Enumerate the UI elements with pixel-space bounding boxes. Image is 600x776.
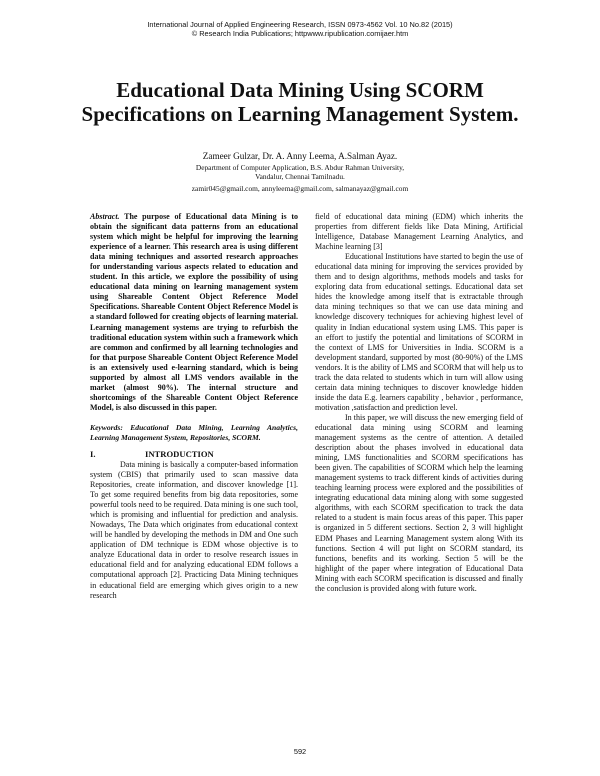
body-paragraph-3: In this paper, we will discuss the new emerging field of educational data mining using SCORM and learning management systems as the centre of attention. A detailed description about the phases involved in educational data mining, LMS functionalities and SCORM specifications has been given. The capabilities of SCORM which help the learning management systems to track different kinds of activities during teaching learning process were explored and the possibilities of integrating educational data mining along with some suggested algorithms, with each SCORM specification to track the data related to a student is main focus areas of this paper. This paper is organized in 5 different sections. Section 2, 3 will highlight EDM Phases and Learning Management system along With its functions. Section 4 will put light on SCORM standard, its functions, benefits and its working. Section 5 will be the highlight of the paper where integration of Educational Data Mining with each SCORM specification is discussed and finally the conclusion is provided along with future work. <box>315 412 523 593</box>
journal-header-line1: International Journal of Applied Engineering Research, ISSN 0973-4562 Vol. 10 No.82 (2015) <box>147 20 453 29</box>
intro-paragraph: Data mining is basically a computer-based information system (CBIS) that primarily used to scan massive data Repositories, create information, and discover knowledge [1]. To get some required benefits from big data repositories, some powerful tools need to be required. Data mining is one such tool, which is promising and influential for prediction and analysis. Nowadays, The Data which originates from educational context will be handled by developing the methods in DM and One such application of DM technique is EDM whose objective is to analyze Educational data in order to resolve research issues in educational field and for analyzing educational EDM follows a computational approach [2]. Practicing Data Mining techniques in educational field are emerging which gives origin to a new research <box>90 459 298 600</box>
section-heading <box>90 449 298 460</box>
section-title: INTRODUCTION <box>145 448 214 459</box>
journal-header-line2: © Research India Publications; httpwww.ripublication.comijaer.htm <box>191 29 409 38</box>
abstract <box>90 212 298 413</box>
abstract-lead: Abstract. <box>90 212 120 221</box>
body-paragraph-1: field of educational data mining (EDM) which inherits the properties from different fields like Data Mining, Artificial Intelligence, Database Management Learning Analytics, and Machine learning [3] <box>315 212 523 252</box>
left-column <box>90 212 298 601</box>
affiliation-dept: Department of Computer Application, B.S. Abdur Rahman University, <box>195 163 405 172</box>
right-column <box>315 212 523 594</box>
keywords: Keywords: Educational Data Mining, Learning Analytics, Learning Management System, Repositories, SCORM. <box>90 422 298 442</box>
page-number: 592 <box>293 747 307 756</box>
affiliation-emails: zamir045@gmail.com, annyleema@gmail.com, salmanayaz@gmail.com <box>191 184 409 193</box>
section-number: I. <box>90 448 96 459</box>
authors: Zameer Gulzar, Dr. A. Anny Leema, A.Salman Ayaz. <box>202 151 398 161</box>
affiliation-city: Vandalur, Chennai Tamilnadu. <box>255 172 345 181</box>
journal-header <box>0 20 600 38</box>
body-paragraph-2: Educational Institutions have started to begin the use of educational data mining for improving the services provided by them and to design algorithms, methods models and tasks for exploring data from educational settings. Educational data set hides the knowledge among itself that is extractable through data mining techniques so that we can use data mining and knowledge discovery techniques for achieving highest level of quality in Indian educational system using LMS. This paper is an effort to justify the potential and limitations of SCORM in the context of LMS for Universities in India. SCORM is a development standard, supported by most (80-90%) of the LMS vendors. It is the ability of LMS and SCORM that will help us to track the data related to students which in turn will allow using certain data mining techniques to discover knowledge hidden inside the data E.g. learners capability , behavior , performance, motivation ,satisfaction and prediction level. <box>315 252 523 412</box>
paper-title: Educational Data Mining Using SCORM Specifications on Learning Management System. <box>81 78 519 126</box>
abstract-text: The purpose of Educational data Mining is to obtain the significant data patterns from an educational system which might be helpful for improving the learning experience of a learner. This research area is using different data mining techniques and assorted research approaches for understanding various aspects related to education and student. In this article, we explore the possibility of using educational data mining on learning management system using Shareable Content Object Reference Model Specifications. Shareable Content Object Reference Model is a standard followed for creating objects of learning material. Learning management systems are trying to refurbish the traditional education system within such a framework which are common and confirmed by all learning technologies and for that purpose Shareable Content Object Reference Model is an extensively used e-learning standard, which is being supported by almost all LMS vendors available in the market (almost 90%). The internal structure and shortcomings of the Shareable Content Object Reference Model, is also discussed in this paper. <box>90 212 298 412</box>
